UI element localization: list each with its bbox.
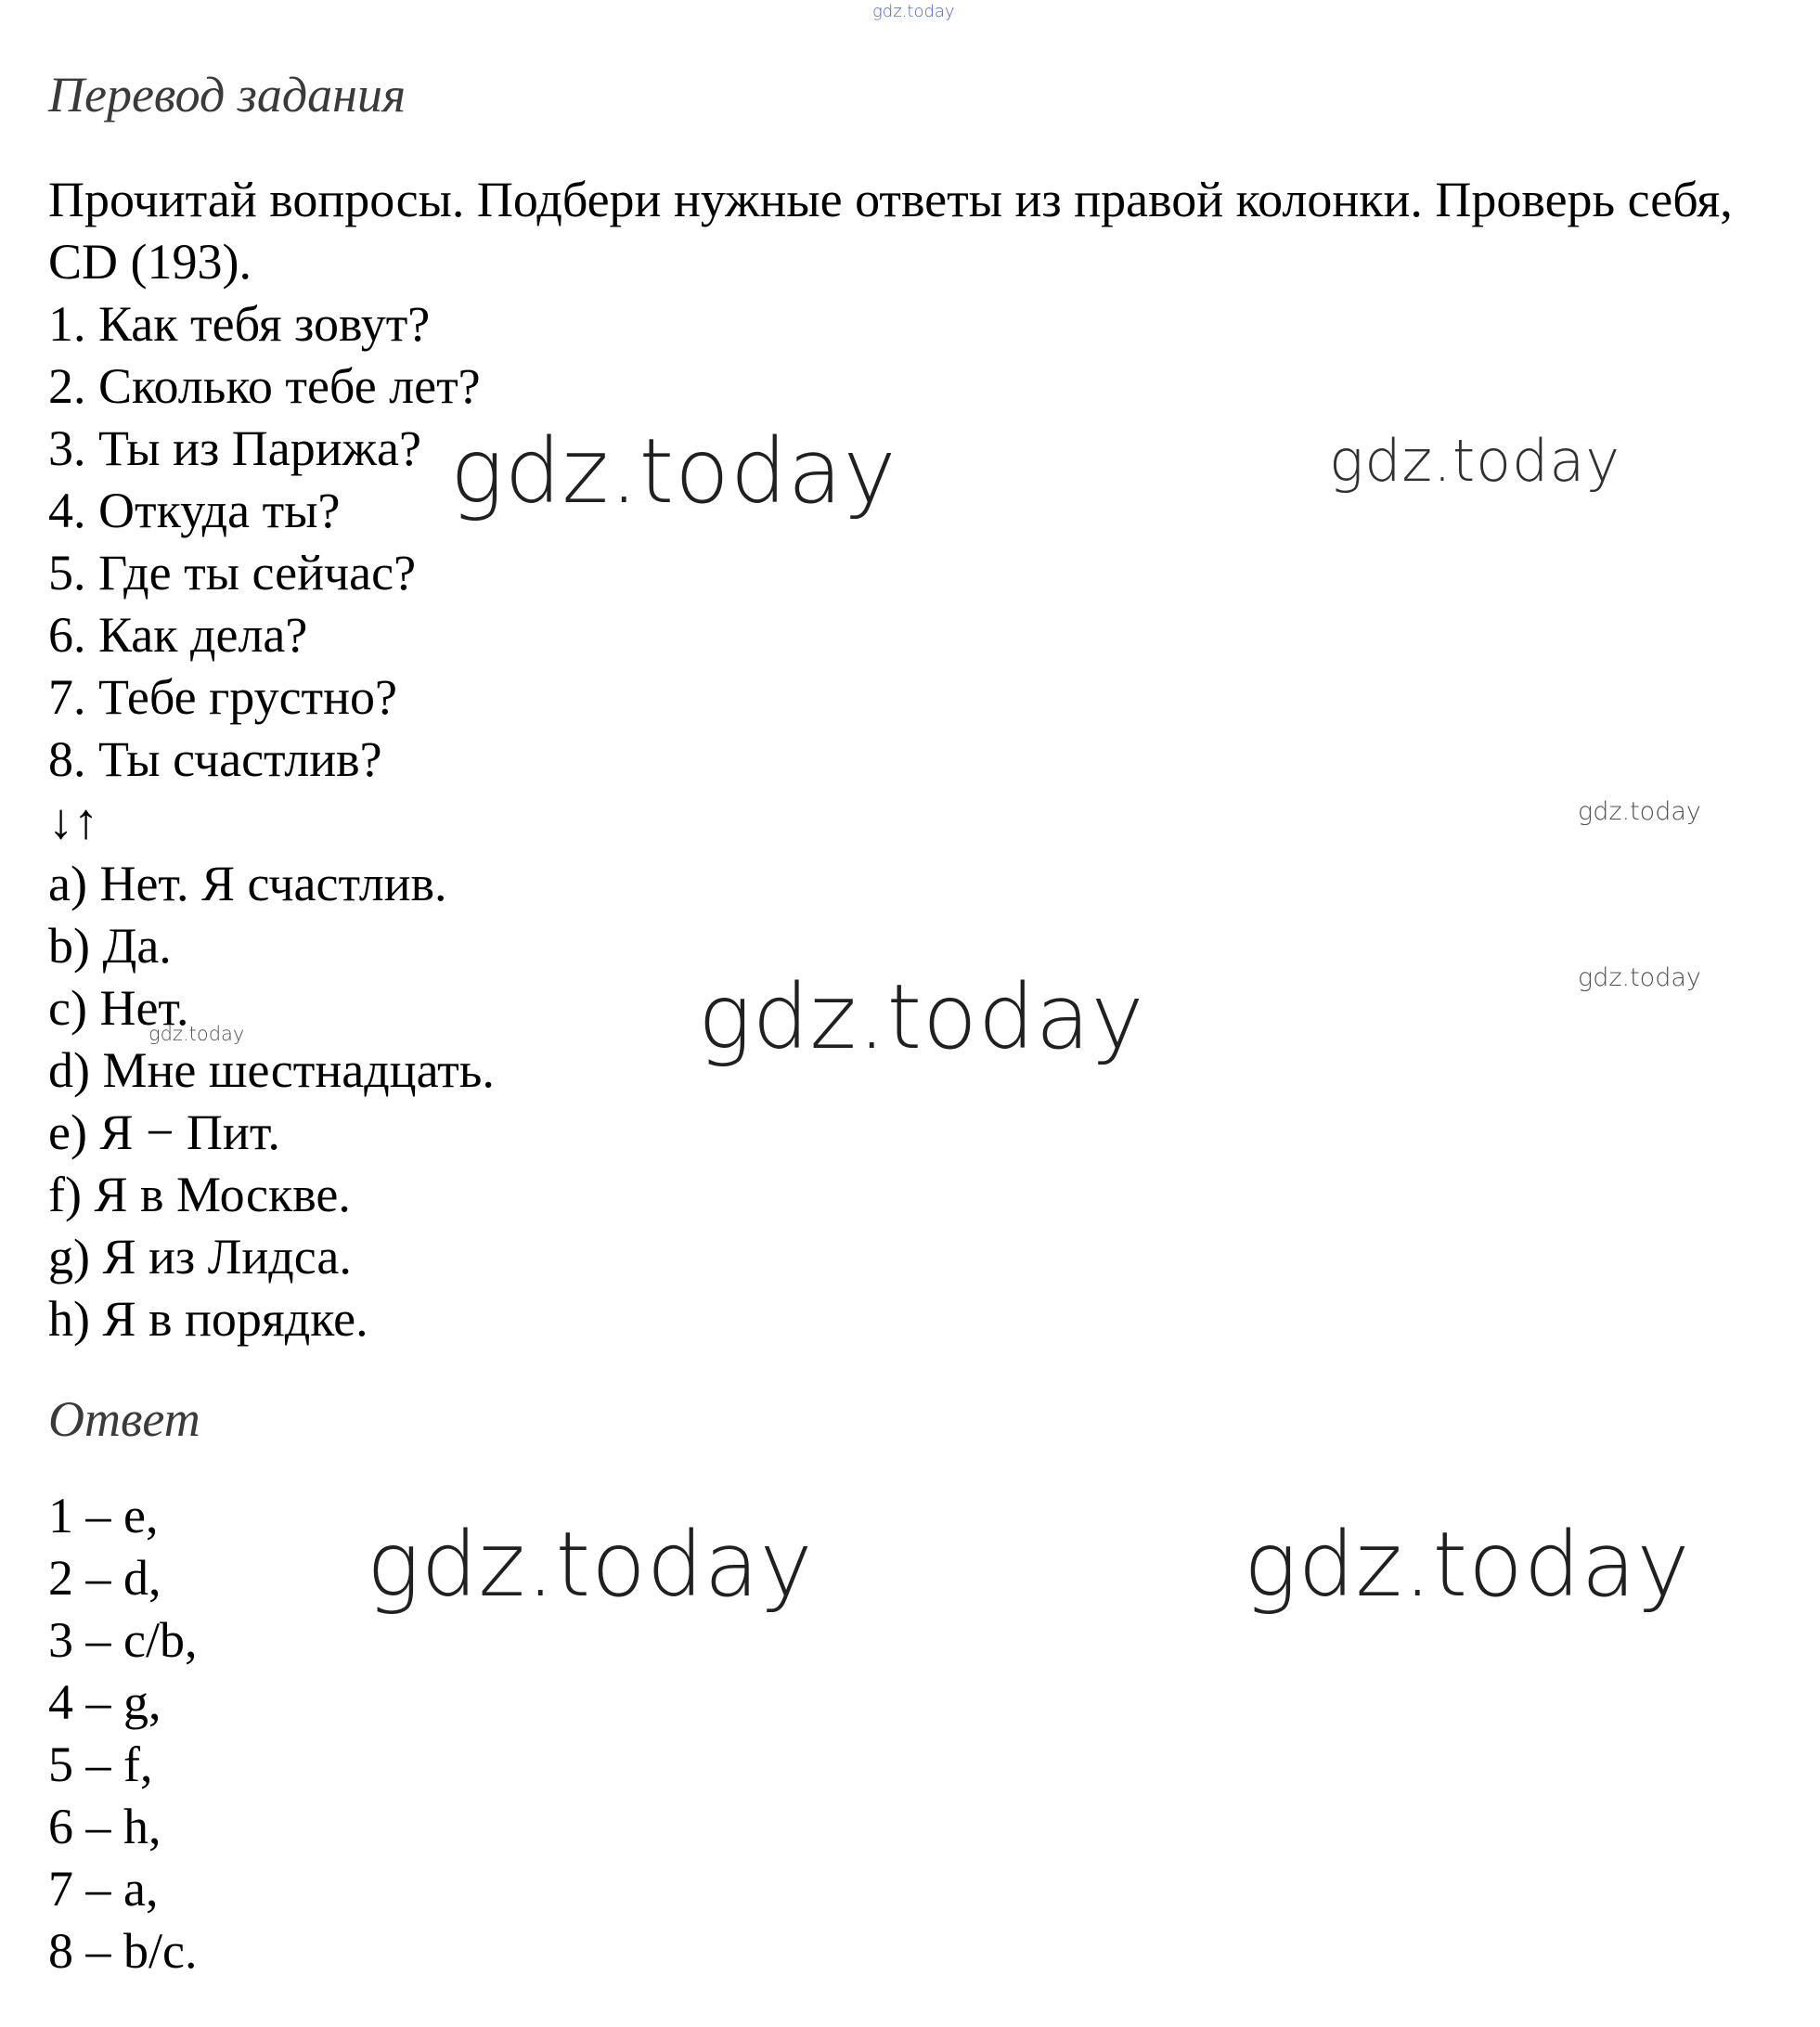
watermark-top: gdz.today [872,2,955,21]
watermark-large: gdz.today [698,965,1145,1069]
answer-item: 3 – c/b, [48,1612,198,1668]
option-item: a) Нет. Я счастлив. [48,856,447,911]
question-item: 1. Как тебя зовут? [48,296,431,352]
question-item: 3. Ты из Парижа? [48,420,421,476]
question-item: 8. Ты счастлив? [48,731,382,787]
answer-item: 5 – f, [48,1737,153,1792]
option-item: c) Нет. [48,980,189,1036]
watermark-small: gdz.today [1578,797,1701,826]
question-item: 6. Как дела? [48,607,308,663]
options-list [48,853,495,1350]
answer-heading: Ответ [48,1391,200,1447]
option-item: h) Я в порядке. [48,1291,368,1347]
questions-list [48,293,481,791]
option-item: d) Мне шестнадцать. [48,1042,495,1098]
watermark-large: gdz.today [367,1513,814,1617]
task-heading: Перевод задания [48,67,407,123]
option-item: g) Я из Лидса. [48,1229,352,1285]
answer-item: 8 – b/c. [48,1923,198,1979]
answer-item: 7 – a, [48,1861,159,1917]
answers-list [48,1485,197,1982]
watermark-large: gdz.today [450,420,897,523]
watermark-medium: gdz.today [1329,427,1621,495]
answer-item: 1 – e, [48,1488,159,1543]
option-item: b) Да. [48,918,172,974]
option-item: f) Я в Москве. [48,1167,351,1222]
question-item: 4. Откуда ты? [48,483,341,538]
option-item: e) Я − Пит. [48,1104,280,1160]
watermark-large: gdz.today [1244,1513,1691,1617]
answer-item: 2 – d, [48,1550,161,1606]
watermark-tiny: gdz.today [148,1023,245,1045]
question-item: 7. Тебе грустно? [48,669,397,725]
answer-item: 6 – h, [48,1799,161,1854]
task-instruction: Прочитай вопросы. Подбери нужные ответы из правой колонки. Проверь себя, CD (193). [48,172,1733,290]
swap-arrows: ↓↑ [48,794,98,849]
question-item: 5. Где ты сейчас? [48,545,417,600]
answer-item: 4 – g, [48,1674,161,1730]
question-item: 2. Сколько тебе лет? [48,358,481,414]
watermark-small: gdz.today [1578,963,1701,992]
